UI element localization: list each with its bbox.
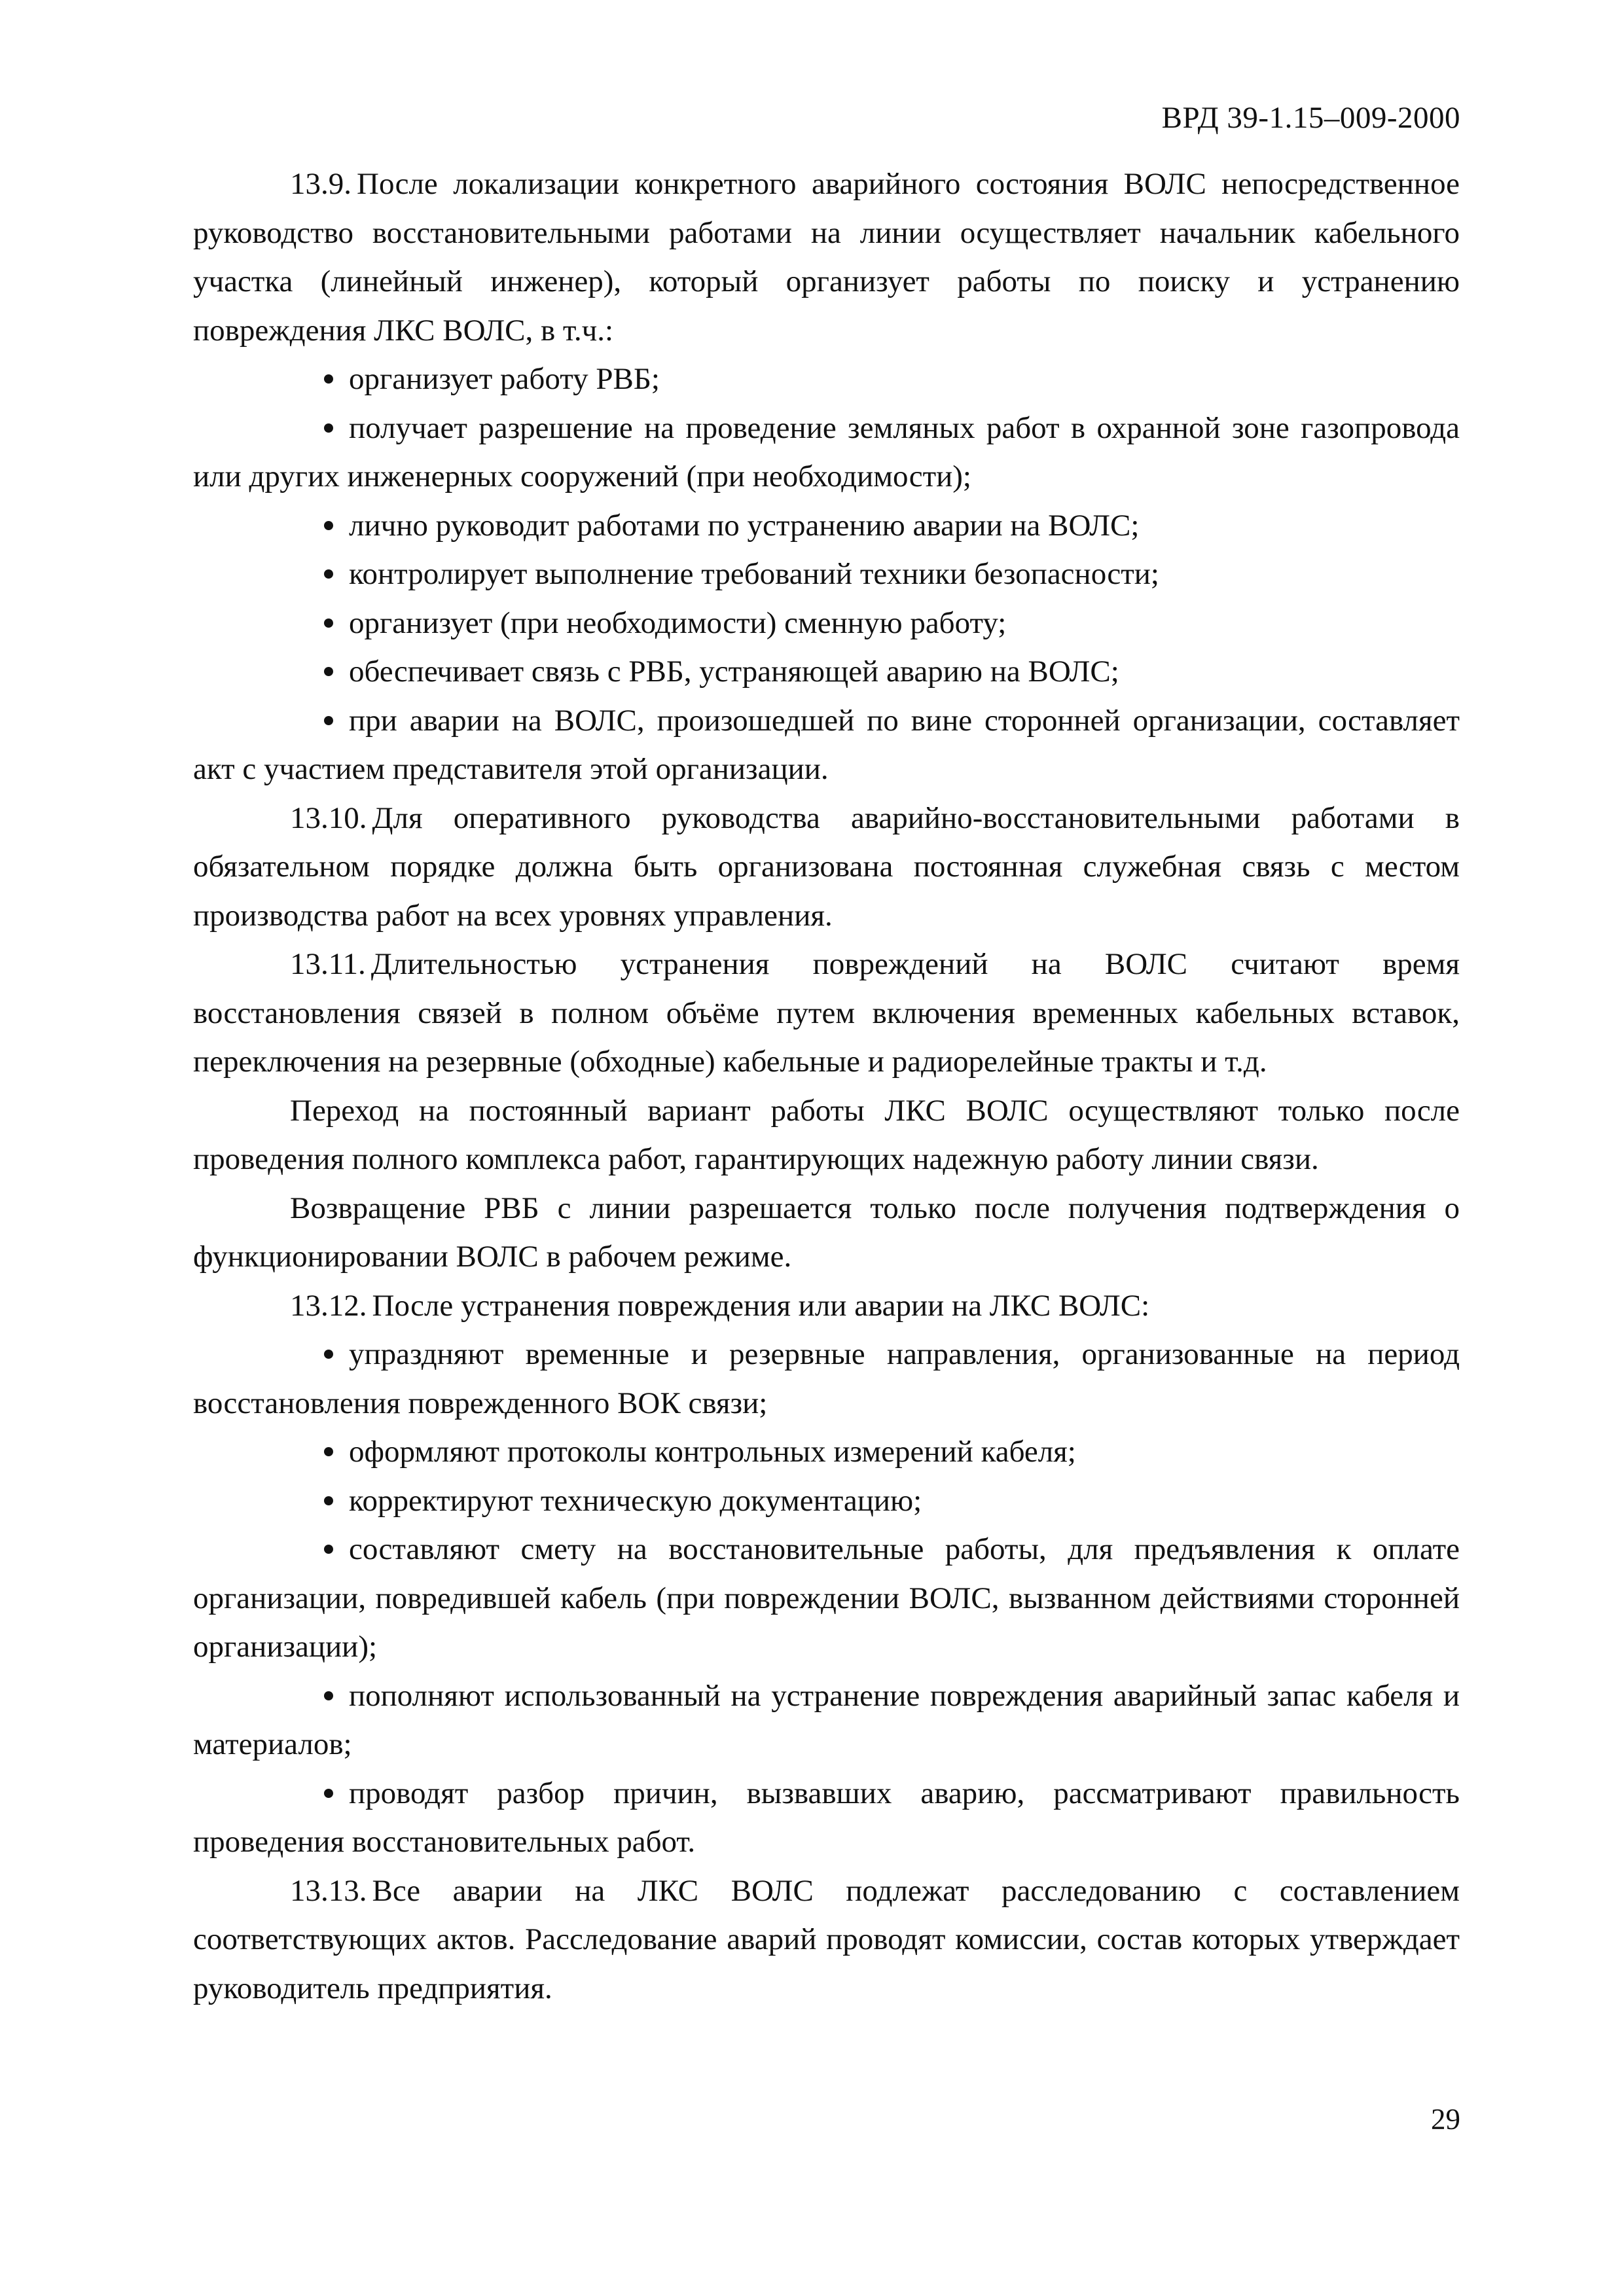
bullet-text: лично руководит работами по устранению аварии на ВОЛС;	[349, 508, 1140, 543]
clause-text: После локализации конкретного аварийного состояния ВОЛС непосредственное руководство восстановительными работами на линии осуществляет начальник кабельного участка (линейный инженер), который организует работы по поиску и устранению повреждения ЛКС ВОЛС, в т.ч.:	[193, 167, 1460, 348]
bullet-dot-icon	[324, 1496, 333, 1505]
bullet-text: получает разрешение на проведение земляных работ в охранной зоне газопровода или других инженерных сооружений (при необходимости);	[193, 410, 1460, 493]
clause-text: Возвращение РВБ с линии разрешается только после получения подтверждения о функционировании ВОЛС в рабочем режиме.	[193, 1191, 1460, 1274]
bullet-dot-icon	[324, 521, 333, 530]
clause-text: После устранения повреждения или аварии на ЛКС ВОЛС:	[372, 1288, 1150, 1323]
bullet-dot-icon	[324, 1447, 333, 1456]
bullet-dot-icon	[324, 619, 333, 628]
clause-paragraph	[193, 940, 1460, 1086]
clause-text: Все аварии на ЛКС ВОЛС подлежат расследованию с составлением соответствующих актов. Расследование аварий проводят комиссии, состав которых утверждает руководитель предприятия.	[193, 1873, 1460, 2005]
document-body	[193, 160, 1460, 2013]
clause-paragraph	[193, 1184, 1460, 1282]
clause-text: Длительностью устранения повреждений на ВОЛС считают время восстановления связей в полном объёме путем включения временных кабельных вставок, переключения на резервные (обходные) кабельные и радиорелейные тракты и т.д.	[193, 947, 1460, 1079]
bullet-item	[193, 1769, 1460, 1867]
bullet-dot-icon	[324, 716, 333, 725]
bullet-text: обеспечивает связь с РВБ, устраняющей аварию на ВОЛС;	[349, 655, 1119, 689]
bullet-item	[193, 501, 1460, 550]
bullet-dot-icon	[324, 1545, 333, 1554]
bullet-item	[193, 1330, 1460, 1427]
page-number: 29	[1431, 2103, 1460, 2136]
bullet-item	[193, 696, 1460, 794]
clause-paragraph	[193, 794, 1460, 941]
clause-number: 13.9.	[290, 167, 352, 201]
bullet-item	[193, 355, 1460, 404]
bullet-text: организует (при необходимости) сменную работу;	[349, 605, 1007, 640]
bullet-text: при аварии на ВОЛС, произошедшей по вине сторонней организации, составляет акт с участием представителя этой организации.	[193, 703, 1460, 786]
bullet-dot-icon	[324, 667, 333, 676]
clause-number: 13.10.	[290, 800, 367, 835]
bullet-dot-icon	[324, 1789, 333, 1798]
bullet-text: проводят разбор причин, вызвавших аварию, рассматривают правильность проведения восстановительных работ.	[193, 1776, 1460, 1859]
bullet-item	[193, 1525, 1460, 1672]
bullet-text: оформляют протоколы контрольных измерений кабеля;	[349, 1435, 1076, 1469]
clause-paragraph	[193, 160, 1460, 355]
document-code-header: ВРД 39-1.15–009-2000	[1161, 101, 1460, 135]
clause-number: 13.13.	[290, 1873, 367, 1908]
bullet-item	[193, 550, 1460, 599]
clause-number: 13.12.	[290, 1288, 367, 1323]
bullet-text: составляют смету на восстановительные работы, для предъявления к оплате организации, повредившей кабель (при повреждении ВОЛС, вызванном действиями сторонней организации);	[193, 1532, 1460, 1664]
bullet-dot-icon	[324, 569, 333, 579]
clause-paragraph	[193, 1282, 1460, 1331]
bullet-item	[193, 1672, 1460, 1769]
bullet-item	[193, 1427, 1460, 1477]
bullet-text: корректируют техническую документацию;	[349, 1483, 922, 1518]
bullet-text: организует работу РВБ;	[349, 362, 660, 396]
clause-text: Для оперативного руководства аварийно-восстановительными работами в обязательном порядке должна быть организована постоянная служебная связь с местом производства работ на всех уровнях управления.	[193, 800, 1460, 933]
bullet-dot-icon	[324, 423, 333, 433]
bullet-item	[193, 647, 1460, 696]
clause-paragraph	[193, 1867, 1460, 2013]
bullet-item	[193, 1477, 1460, 1526]
bullet-item	[193, 599, 1460, 648]
bullet-item	[193, 404, 1460, 501]
clause-paragraph	[193, 1086, 1460, 1184]
bullet-dot-icon	[324, 374, 333, 384]
bullet-text: пополняют использованный на устранение повреждения аварийный запас кабеля и материалов;	[193, 1678, 1460, 1761]
bullet-dot-icon	[324, 1350, 333, 1359]
bullet-text: контролирует выполнение требований техники безопасности;	[349, 557, 1159, 591]
bullet-dot-icon	[324, 1691, 333, 1700]
bullet-text: упраздняют временные и резервные направления, организованные на период восстановления поврежденного ВОК связи;	[193, 1337, 1460, 1420]
clause-text: Переход на постоянный вариант работы ЛКС ВОЛС осуществляют только после проведения полного комплекса работ, гарантирующих надежную работу линии связи.	[193, 1093, 1460, 1176]
clause-number: 13.11.	[290, 947, 366, 981]
